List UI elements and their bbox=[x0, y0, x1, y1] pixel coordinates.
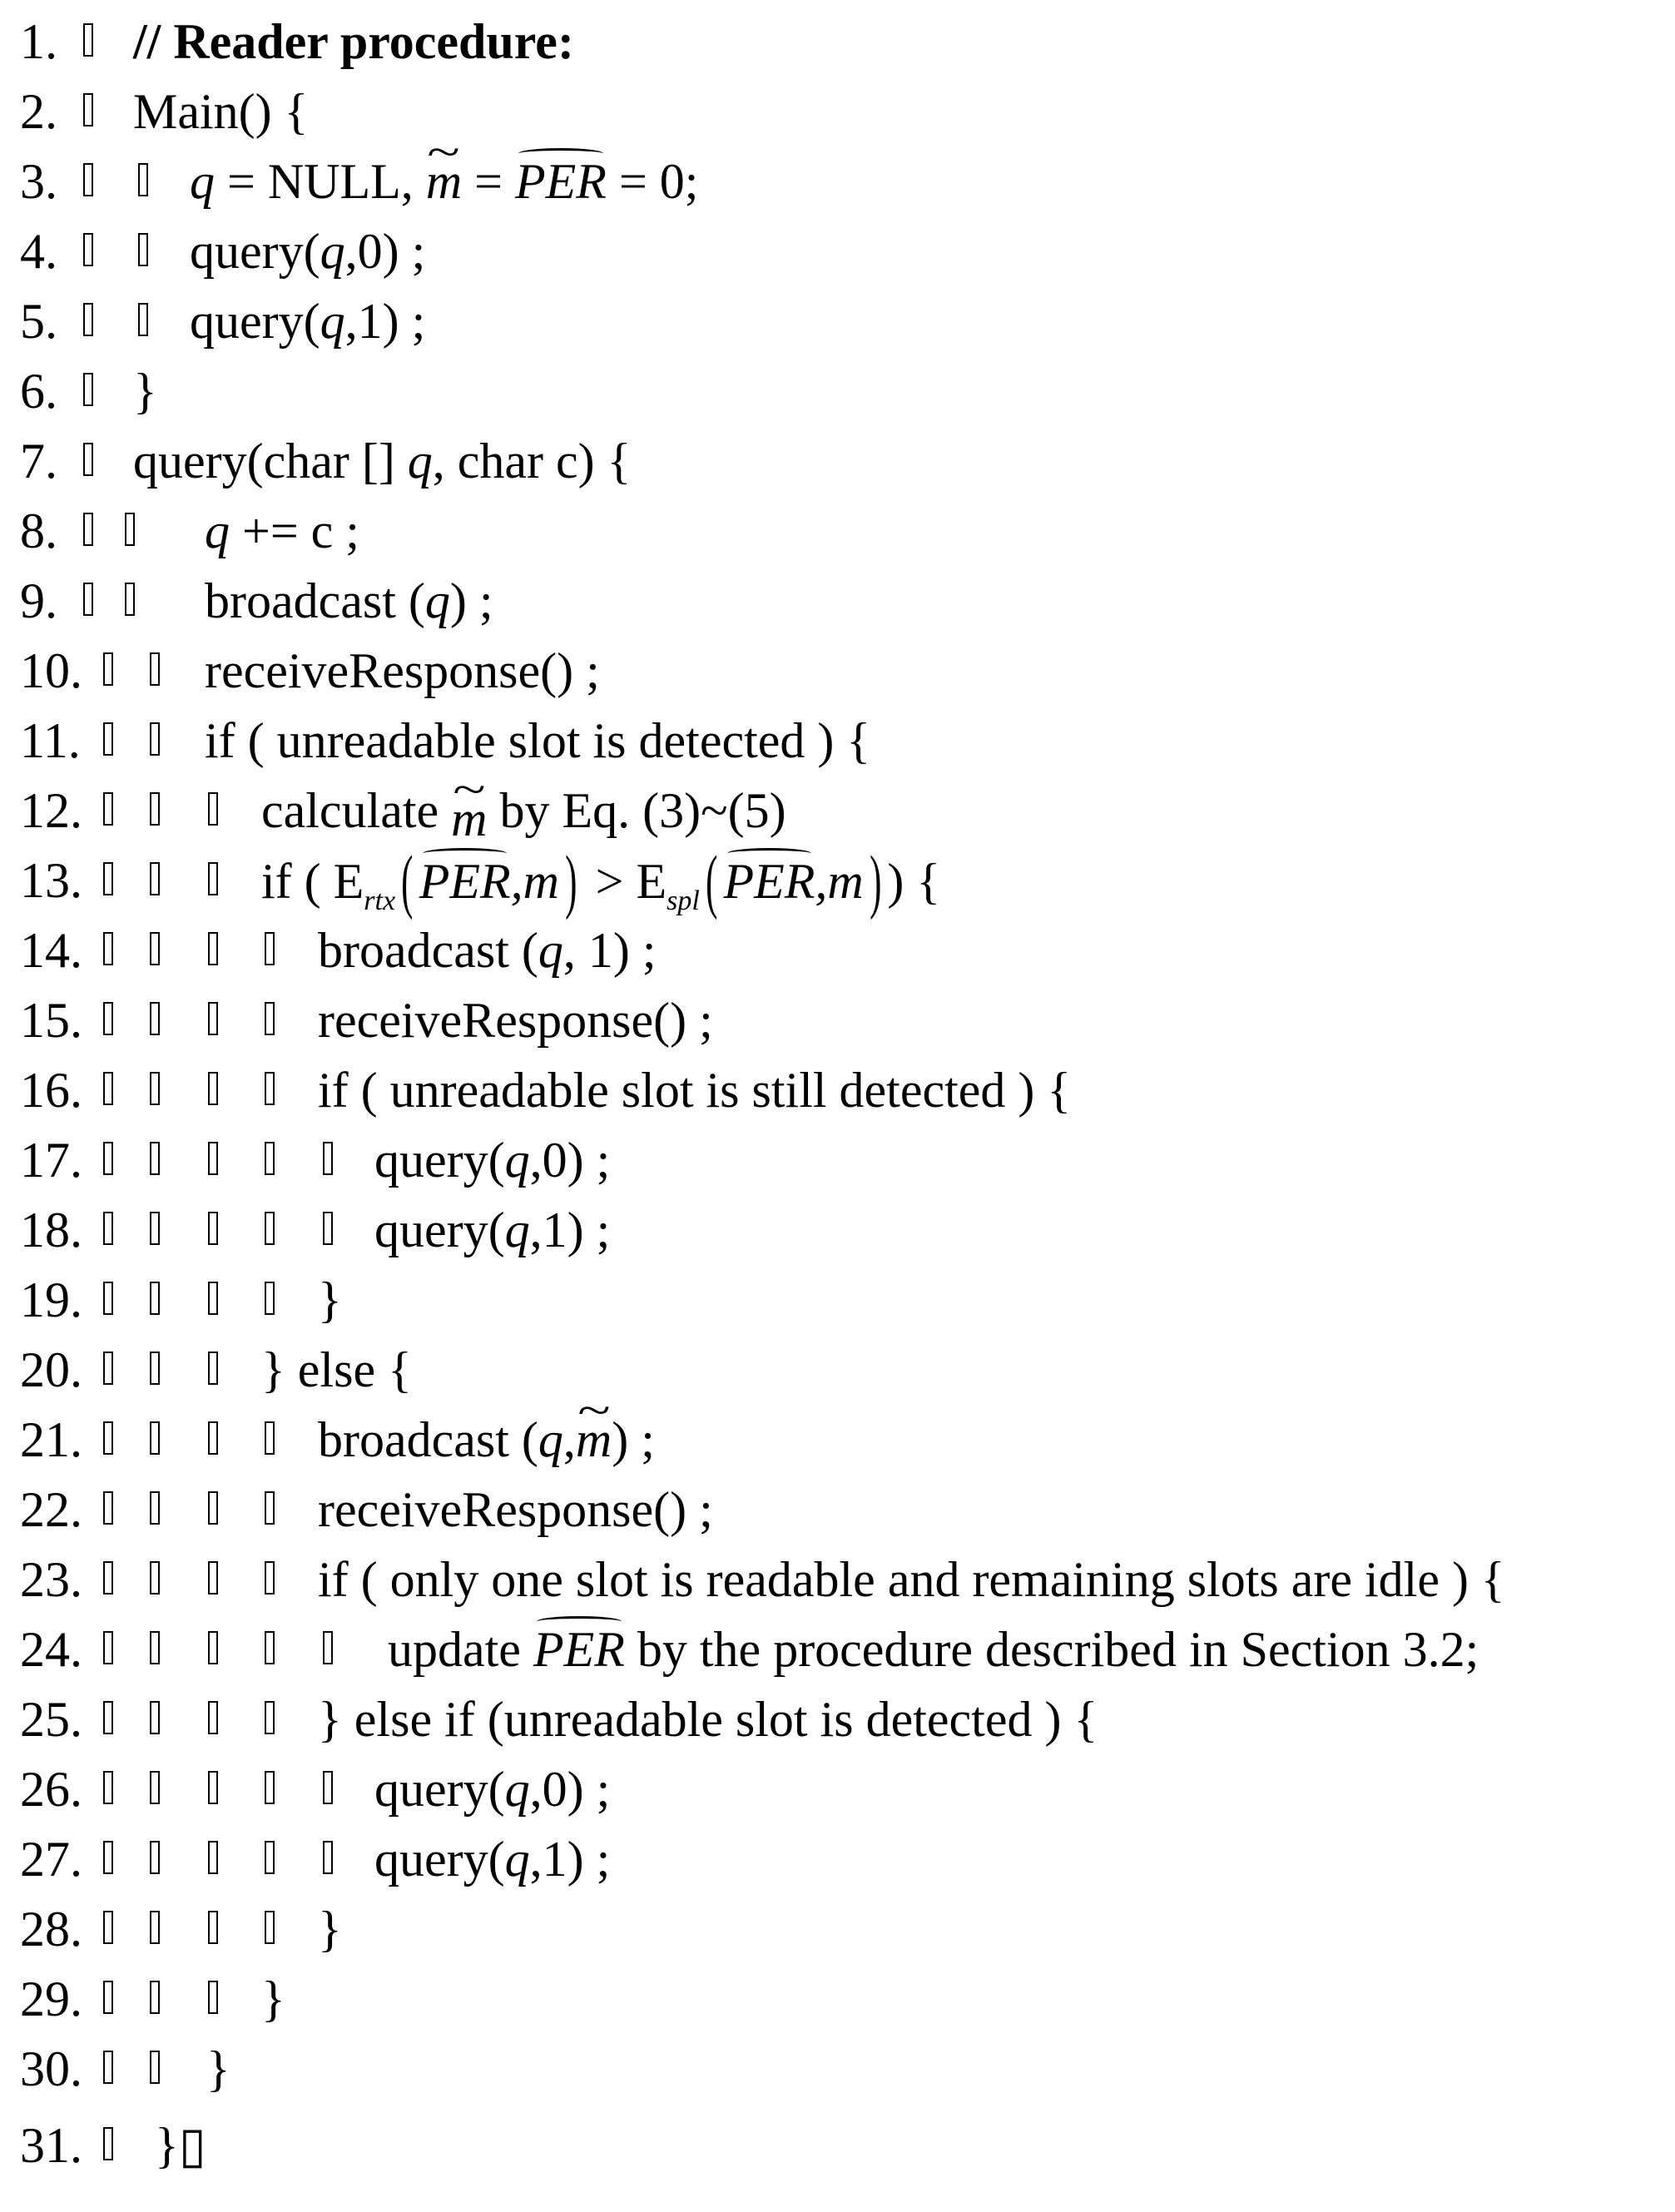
code-fragment: if ( E bbox=[261, 854, 364, 909]
code-text bbox=[374, 1754, 610, 1824]
tab-placeholder-icon bbox=[150, 1421, 160, 1455]
line-number: 12. bbox=[20, 783, 82, 838]
code-fragment: query( bbox=[374, 1762, 505, 1817]
tab-placeholder-icon bbox=[103, 1212, 113, 1245]
line-number: 25. bbox=[20, 1692, 82, 1747]
tab-placeholder-icon bbox=[150, 792, 160, 826]
tab-placeholder-icon bbox=[208, 1561, 218, 1595]
code-fragment: = NULL, bbox=[215, 154, 426, 209]
code-text bbox=[388, 1614, 1479, 1684]
var-q: q bbox=[504, 1133, 530, 1188]
code-fragment: query( bbox=[190, 224, 320, 279]
tab-placeholder-icon bbox=[83, 93, 93, 126]
tab-placeholder-icon bbox=[208, 1072, 218, 1105]
var-per-hat: PER bbox=[723, 846, 815, 916]
tab-placeholder-icon bbox=[103, 1631, 113, 1664]
line-number: 13. bbox=[20, 853, 82, 908]
var-per-hat: PER bbox=[419, 846, 511, 916]
tab-placeholder-icon bbox=[150, 1491, 160, 1525]
tab-placeholder-icon bbox=[103, 932, 113, 965]
code-fragment: ,1) ; bbox=[529, 1832, 611, 1887]
tab-placeholder-icon bbox=[208, 1981, 218, 2014]
var-q: q bbox=[407, 434, 433, 489]
tab-placeholder-icon bbox=[150, 652, 160, 686]
code-text bbox=[190, 286, 425, 356]
subscript-rtx: rtx bbox=[364, 885, 396, 916]
tab-placeholder-icon bbox=[125, 583, 135, 616]
var-q: q bbox=[504, 1203, 530, 1257]
code-text: } else if (unreadable slot is detected ) { bbox=[318, 1692, 1098, 1747]
var-m-tilde: ~ m bbox=[576, 1405, 612, 1475]
line-number: 15. bbox=[20, 993, 82, 1048]
tab-placeholder-icon bbox=[150, 862, 160, 895]
tab-placeholder-icon bbox=[103, 1142, 113, 1175]
tab-placeholder-icon bbox=[150, 1841, 160, 1874]
line-number: 21. bbox=[20, 1412, 82, 1467]
code-fragment: update bbox=[388, 1622, 533, 1677]
line-number: 1. bbox=[20, 14, 57, 69]
tab-placeholder-icon bbox=[103, 1352, 113, 1385]
code-fragment: += c ; bbox=[230, 503, 359, 558]
tab-placeholder-icon bbox=[150, 932, 160, 965]
tab-placeholder-icon bbox=[150, 1352, 160, 1385]
code-fragment: query(char [] bbox=[133, 434, 408, 489]
tab-placeholder-icon bbox=[103, 792, 113, 826]
line-number: 27. bbox=[20, 1832, 82, 1887]
tab-placeholder-icon bbox=[265, 1072, 275, 1105]
tab-placeholder-icon bbox=[103, 2051, 113, 2084]
code-text bbox=[318, 915, 657, 985]
code-text: } bbox=[318, 1902, 342, 1957]
tab-placeholder-icon bbox=[150, 1002, 160, 1035]
code-text: if ( only one slot is readable and remaining slots are idle ) { bbox=[318, 1552, 1505, 1607]
line-number: 20. bbox=[20, 1342, 82, 1397]
tab-placeholder-icon bbox=[83, 513, 93, 546]
code-text bbox=[318, 1405, 655, 1475]
code-fragment: query( bbox=[190, 294, 320, 349]
tab-placeholder-icon bbox=[265, 1282, 275, 1315]
code-fragment: query( bbox=[374, 1133, 505, 1188]
tab-placeholder-icon bbox=[265, 1212, 275, 1245]
tab-placeholder-icon bbox=[103, 1561, 113, 1595]
tab-placeholder-icon bbox=[265, 1561, 275, 1595]
tab-placeholder-icon bbox=[265, 1841, 275, 1874]
var-m: ,m bbox=[815, 854, 864, 909]
tab-placeholder-icon bbox=[208, 1631, 218, 1664]
tab-placeholder-icon bbox=[323, 1142, 333, 1175]
tab-placeholder-icon bbox=[103, 862, 113, 895]
tab-placeholder-icon bbox=[265, 1002, 275, 1035]
code-text bbox=[205, 496, 359, 566]
code-fragment: ,1) ; bbox=[344, 294, 426, 349]
paren-open: ( bbox=[401, 841, 414, 920]
line-number: 14. bbox=[20, 923, 82, 978]
tab-placeholder-icon bbox=[323, 1212, 333, 1245]
tab-placeholder-icon bbox=[83, 373, 93, 406]
tab-placeholder-icon bbox=[208, 1701, 218, 1734]
tab-placeholder-icon bbox=[265, 1142, 275, 1175]
tab-placeholder-icon bbox=[83, 443, 93, 476]
code-fragment: ) { bbox=[887, 854, 941, 909]
tab-placeholder-icon bbox=[83, 163, 93, 196]
tab-placeholder-icon bbox=[323, 1771, 333, 1804]
line-number: 3. bbox=[20, 154, 57, 209]
var-q: q bbox=[424, 573, 450, 628]
tab-placeholder-icon bbox=[208, 1911, 218, 1944]
code-text bbox=[374, 1824, 610, 1894]
code-fragment: broadcast ( bbox=[318, 1412, 538, 1467]
tab-placeholder-icon bbox=[208, 792, 218, 826]
code-text bbox=[205, 566, 493, 636]
var-q: q bbox=[320, 224, 345, 279]
code-text bbox=[374, 1195, 610, 1265]
tab-placeholder-icon bbox=[103, 1421, 113, 1455]
line-number: 10. bbox=[20, 643, 82, 698]
line-number: 30. bbox=[20, 2041, 82, 2096]
var-q: q bbox=[538, 1412, 563, 1467]
code-fragment: calculate bbox=[261, 783, 452, 838]
code-text: } bbox=[261, 1971, 285, 2026]
tab-placeholder-icon bbox=[265, 1771, 275, 1804]
line-number: 18. bbox=[20, 1203, 82, 1257]
paren-close: ) bbox=[565, 841, 577, 920]
code-text: receiveResponse() ; bbox=[318, 993, 713, 1048]
tab-placeholder-icon bbox=[208, 1491, 218, 1525]
code-text bbox=[133, 426, 631, 496]
line-number: 19. bbox=[20, 1272, 82, 1327]
tab-placeholder-icon bbox=[83, 583, 93, 616]
tab-placeholder-icon bbox=[150, 1771, 160, 1804]
tab-placeholder-icon bbox=[208, 1841, 218, 1874]
code-text bbox=[190, 146, 698, 216]
tab-placeholder-icon bbox=[323, 1841, 333, 1874]
tab-placeholder-icon bbox=[103, 1771, 113, 1804]
tab-placeholder-icon bbox=[208, 1421, 218, 1455]
code-text: } bbox=[133, 364, 157, 419]
tab-placeholder-icon bbox=[150, 1701, 160, 1734]
code-fragment: ) ; bbox=[612, 1412, 655, 1467]
tab-placeholder-icon bbox=[103, 1282, 113, 1315]
line-number: 5. bbox=[20, 294, 57, 349]
code-text: } bbox=[318, 1272, 342, 1327]
line-number: 28. bbox=[20, 1902, 82, 1957]
code-fragment: query( bbox=[374, 1832, 505, 1887]
line-number: 6. bbox=[20, 364, 57, 419]
code-text: receiveResponse() ; bbox=[318, 1482, 713, 1537]
line-number: 9. bbox=[20, 573, 57, 628]
tab-placeholder-icon bbox=[125, 513, 135, 546]
tab-placeholder-icon bbox=[208, 1002, 218, 1035]
code-fragment: > E bbox=[582, 854, 667, 909]
tab-placeholder-icon bbox=[83, 233, 93, 266]
tab-placeholder-icon bbox=[150, 1142, 160, 1175]
line-number: 26. bbox=[20, 1762, 82, 1817]
paren-open: ( bbox=[705, 841, 718, 920]
tab-placeholder-icon bbox=[103, 1491, 113, 1525]
paren-close: ) bbox=[869, 841, 882, 920]
code-fragment: ,0) ; bbox=[529, 1762, 611, 1817]
code-fragment: = bbox=[462, 154, 515, 209]
comment-heading: // Reader procedure: bbox=[133, 14, 574, 69]
code-fragment: broadcast ( bbox=[318, 923, 538, 978]
tab-placeholder-icon bbox=[103, 2127, 113, 2160]
code-text bbox=[374, 1125, 610, 1195]
var-q: q bbox=[504, 1832, 530, 1887]
var-m: ,m bbox=[510, 854, 559, 909]
tab-placeholder-icon bbox=[323, 1631, 333, 1664]
tab-placeholder-icon bbox=[150, 1911, 160, 1944]
tab-placeholder-icon bbox=[150, 2051, 160, 2084]
code-text: if ( unreadable slot is still detected ) { bbox=[318, 1063, 1072, 1118]
var-q: q bbox=[205, 503, 230, 558]
code-text: Main() { bbox=[133, 84, 309, 139]
var-q: q bbox=[190, 154, 215, 209]
line-number: 11. bbox=[20, 713, 81, 768]
tab-placeholder-icon bbox=[103, 1072, 113, 1105]
line-number: 16. bbox=[20, 1063, 82, 1118]
tab-placeholder-icon bbox=[265, 1911, 275, 1944]
tab-placeholder-icon bbox=[150, 1212, 160, 1245]
tab-placeholder-icon bbox=[150, 1631, 160, 1664]
code-fragment: , bbox=[562, 1412, 576, 1467]
line-number: 22. bbox=[20, 1482, 82, 1537]
tab-placeholder-icon bbox=[103, 1841, 113, 1874]
var-q: q bbox=[504, 1762, 530, 1817]
tab-placeholder-icon bbox=[150, 1981, 160, 2014]
tab-placeholder-icon bbox=[150, 1282, 160, 1315]
tab-placeholder-icon bbox=[265, 1631, 275, 1664]
var-m-tilde: ~ m bbox=[451, 784, 487, 854]
tab-placeholder-icon bbox=[150, 722, 160, 756]
tab-placeholder-icon bbox=[208, 1771, 218, 1804]
tab-placeholder-icon bbox=[265, 1421, 275, 1455]
line-number: 29. bbox=[20, 1971, 82, 2026]
line-number: 4. bbox=[20, 224, 57, 279]
var-q: q bbox=[320, 294, 345, 349]
tab-placeholder-icon bbox=[208, 1142, 218, 1175]
tab-placeholder-icon bbox=[103, 1701, 113, 1734]
line-number: 31. bbox=[20, 2118, 82, 2173]
var-per-hat: PER bbox=[533, 1614, 625, 1684]
tab-placeholder-icon bbox=[138, 163, 148, 196]
tab-placeholder-icon bbox=[208, 1352, 218, 1385]
code-fragment: = 0; bbox=[606, 154, 699, 209]
line-number: 24. bbox=[20, 1622, 82, 1677]
tab-placeholder-icon bbox=[103, 652, 113, 686]
code-fragment: by the procedure described in Section 3.2; bbox=[624, 1622, 1479, 1677]
code-fragment: ,0) ; bbox=[529, 1133, 611, 1188]
code-text: receiveResponse() ; bbox=[205, 643, 600, 698]
tab-placeholder-icon bbox=[103, 722, 113, 756]
code-fragment: by Eq. (3)~(5) bbox=[487, 783, 786, 838]
subscript-spl: spl bbox=[667, 885, 700, 916]
tab-placeholder-icon bbox=[265, 1491, 275, 1525]
line-number: 7. bbox=[20, 434, 57, 489]
line-number: 23. bbox=[20, 1552, 82, 1607]
code-fragment: , char c) { bbox=[432, 434, 632, 489]
tab-placeholder-icon bbox=[138, 303, 148, 336]
code-fragment: broadcast ( bbox=[205, 573, 425, 628]
tab-placeholder-icon bbox=[208, 1282, 218, 1315]
tab-placeholder-icon bbox=[208, 862, 218, 895]
code-fragment: ) ; bbox=[449, 573, 493, 628]
code-fragment: ,0) ; bbox=[344, 224, 426, 279]
code-fragment: ,1) ; bbox=[529, 1203, 611, 1257]
code-fragment: query( bbox=[374, 1203, 505, 1257]
tab-placeholder-icon bbox=[138, 233, 148, 266]
code-text: } bbox=[206, 2041, 230, 2096]
code-text: }▯ bbox=[155, 2118, 206, 2173]
tab-placeholder-icon bbox=[150, 1561, 160, 1595]
tab-placeholder-icon bbox=[103, 1002, 113, 1035]
line-number: 8. bbox=[20, 503, 57, 558]
tab-placeholder-icon bbox=[83, 23, 93, 57]
tab-placeholder-icon bbox=[265, 1701, 275, 1734]
tab-placeholder-icon bbox=[103, 1981, 113, 2014]
var-m-tilde: ~ m bbox=[426, 146, 462, 216]
tab-placeholder-icon bbox=[83, 303, 93, 336]
code-text: if ( unreadable slot is detected ) { bbox=[205, 713, 871, 768]
line-number: 2. bbox=[20, 84, 57, 139]
tab-placeholder-icon bbox=[208, 1212, 218, 1245]
var-q: q bbox=[538, 923, 563, 978]
tab-placeholder-icon bbox=[265, 932, 275, 965]
tab-placeholder-icon bbox=[103, 1911, 113, 1944]
code-text: } else { bbox=[261, 1342, 412, 1397]
tab-placeholder-icon bbox=[150, 1072, 160, 1105]
tab-placeholder-icon bbox=[208, 932, 218, 965]
code-text bbox=[190, 216, 425, 286]
code-fragment: , 1) ; bbox=[562, 923, 657, 978]
var-per-hat: PER bbox=[515, 146, 607, 216]
line-number: 17. bbox=[20, 1133, 82, 1188]
